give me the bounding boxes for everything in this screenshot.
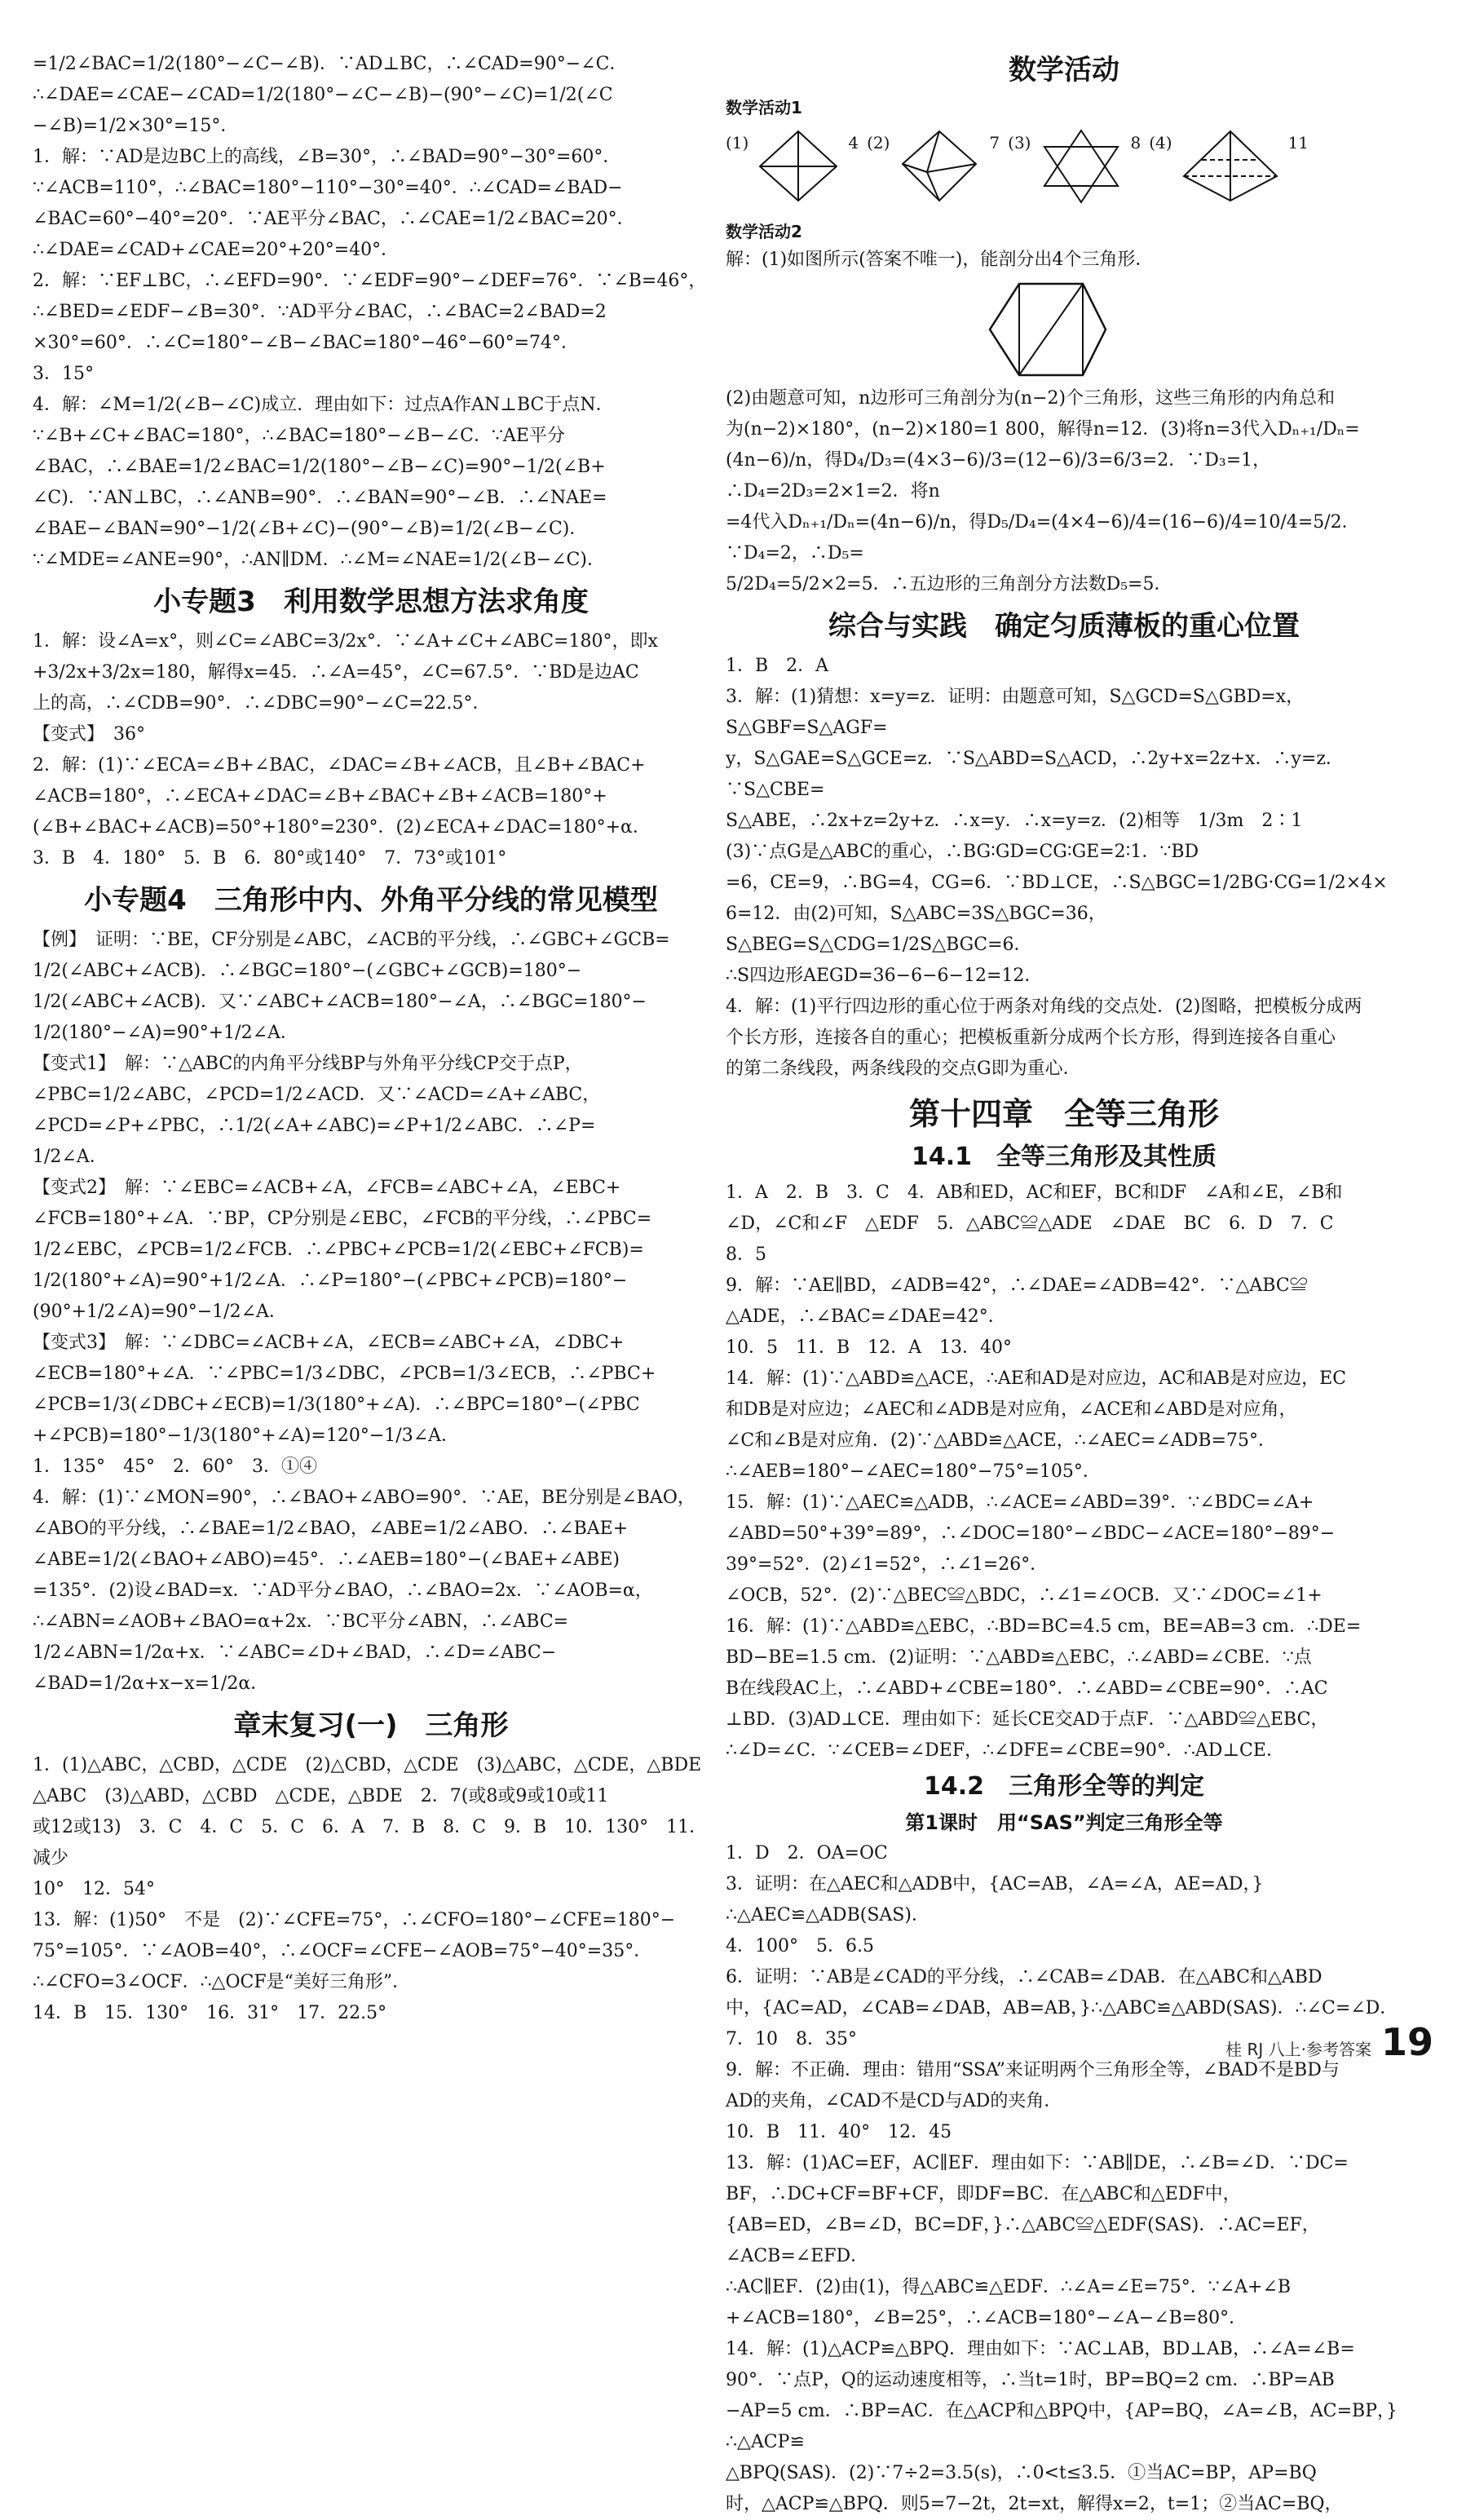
answer-line: BD−BE=1.5 cm．(2)证明：∵△ABD≌△EBC，∴∠ABD=∠CBE．∵点 bbox=[726, 1647, 1312, 1668]
answer-line: ∠C和∠B是对应角．(2)∵△ABD≌△ACE，∴∠AEC=∠ADB=75°． bbox=[726, 1430, 1276, 1451]
answer-line: +∠ACB=180°，∠B=25°，∴∠ACB=180°−∠A−∠B=80°． bbox=[726, 2308, 1247, 2328]
answer-line: =6，CE=9，∴BG=4，CG=6．∵BD⊥CE，∴S△BGC=1/2BG·CG=1/2×4× bbox=[726, 873, 1388, 893]
answer-line: (∠B+∠BAC+∠ACB)=50°+180°=230°．(2)∠ECA+∠DAC=180°+α． bbox=[33, 817, 651, 838]
answer-line: ∴∠D=∠C．∵∠CEB=∠DEF，∴∠DFE=∠CBE=90°．∴AD⊥CE． bbox=[726, 1740, 1284, 1761]
answer-line: 15．解：(1)∵△AEC≌△ADB，∴∠ACE=∠ABD=39°．∵∠BDC=∠A+ bbox=[726, 1492, 1314, 1513]
answer-line: 1/2∠EBC，∠PCB=1/2∠FCB．∴∠PBC+∠PCB=1/2(∠EBC+∠FCB)= bbox=[33, 1240, 644, 1260]
answer-line: 1．(1)△ABC，△CBD，△CDE (2)△CBD，△CDE (3)△ABC，△CDE，△BDE bbox=[33, 1755, 702, 1775]
answer-line: 3．15° bbox=[33, 364, 94, 384]
left-column bbox=[33, 49, 709, 2029]
answer-line: 16．解：(1)∵△ABD≌△EBC，∴BD=BC=4.5 cm，BE=AB=3 cm．∴DE= bbox=[726, 1616, 1362, 1637]
page-number: 19 bbox=[1380, 2020, 1433, 2064]
answer-line: 7．10 8．35° bbox=[726, 2029, 857, 2049]
answer-line: 3．B 4．180° 5．B 6．80°或140° 7．73°或101° bbox=[33, 848, 507, 869]
octahedron-view-icon bbox=[894, 127, 984, 205]
answer-line: 时，△ACP≌△BPQ．则5=7−2t，2t=xt，解得x=2，t=1；②当AC=BQ， bbox=[726, 2494, 1343, 2514]
answer-line: 【变式1】 解：∵△ABC的内角平分线BP与外角平分线CP交于点P， bbox=[33, 1054, 583, 1074]
answer-line: 39°=52°．(2)∠1=52°，∴∠1=26°． bbox=[726, 1554, 1049, 1575]
section-14-2-answers bbox=[726, 1838, 1402, 2520]
answer-line: AD的夹角，∠CAD不是CD与AD的夹角． bbox=[726, 2091, 1062, 2111]
answer-line: 8．5 bbox=[726, 1245, 766, 1265]
answer-line: 和DB是对应边；∠AEC和∠ADB是对应角，∠ACE和∠ABD是对应角， bbox=[726, 1399, 1297, 1420]
answer-line: ×30°=60°．∴∠C=180°−∠B−∠BAC=180°−46°−60°=74°． bbox=[33, 333, 580, 353]
answer-line: 1．135° 45° 2．60° 3．①④ bbox=[33, 1457, 317, 1477]
answer-line: ∵∠MDE=∠ANE=90°，∴AN∥DM．∴∠M=∠NAE=1/2(∠B−∠C)． bbox=[33, 550, 605, 570]
answer-line: 1．B 2．A bbox=[726, 656, 829, 676]
answer-line: ∠C)．∵AN⊥BC，∴∠ANB=90°．∴∠BAN=90°−∠B．∴∠NAE= bbox=[33, 488, 607, 508]
answer-line: =1/2∠BAC=1/2(180°−∠C−∠B)．∵AD⊥BC，∴∠CAD=90°−∠C． bbox=[33, 54, 628, 74]
answer-line: {AB=ED，∠B=∠D，BC=DF，}∴△ABC≌△EDF(SAS)．∴AC=EF，∠ACB=∠EFD． bbox=[726, 2215, 1320, 2266]
topic4-title: 小专题4 三角形中内、外角平分线的常见模型 bbox=[84, 884, 658, 917]
answer-line: 75°=105°．∵∠AOB=40°，∴∠OCF=∠CFE−∠AOB=75°−40°=35°． bbox=[33, 1941, 652, 1961]
figure-answer: 7 bbox=[989, 132, 1000, 153]
figure-answer: 8 bbox=[1130, 132, 1141, 153]
answer-line: 【变式】 36° bbox=[33, 724, 145, 745]
answer-line: −AP=5 cm．∴BP=AC．在△ACP和△BPQ中，{AP=BQ，∠A=∠B，AC=BP，}∴△ACP≌ bbox=[726, 2401, 1398, 2452]
answer-line: ∠PCB=1/3(∠DBC+∠ECB)=1/3(180°+∠A)．∴∠BPC=180°−(∠PBC bbox=[33, 1395, 640, 1415]
answer-line: ∴∠BED=∠EDF−∠B=30°．∵AD平分∠BAC，∴∠BAC=2∠BAD=2 bbox=[33, 302, 607, 322]
answer-line: 3．证明：在△AEC和△ADB中，{AC=AB，∠A=∠A，AE=AD，}∴△AEC≌△ADB(SAS)． bbox=[726, 1874, 1264, 1925]
answer-line: ∴AC∥EF．(2)由(1)，得△ABC≌△EDF．∴∠A=∠E=75°．∵∠A+∠B bbox=[726, 2277, 1292, 2297]
answer-line: (3)∵点G是△ABC的重心，∴BG∶GD=CG∶GE=2∶1．∵BD bbox=[726, 842, 1199, 862]
answer-line: 10．B 11．40° 12．45 bbox=[726, 2122, 952, 2142]
answer-line: ∴S四边形AEGD=36−6−6−12=12． bbox=[726, 966, 1043, 986]
practice-title: 综合与实践 确定匀质薄板的重心位置 bbox=[828, 610, 1300, 643]
answer-line: ∵∠B+∠C+∠BAC=180°，∴∠BAC=180°−∠B−∠C．∵AE平分 bbox=[33, 426, 565, 446]
answer-line: 【变式2】 解：∵∠EBC=∠ACB+∠A，∠FCB=∠ABC+∠A，∠EBC+ bbox=[33, 1178, 621, 1198]
answer-line: ∴∠CFO=3∠OCF．∴△OCF是“美好三角形”． bbox=[33, 1972, 411, 1992]
answer-line: 90°．∵点P，Q的运动速度相等，∴当t=1时，BP=BQ=2 cm．∴BP=AB bbox=[726, 2370, 1335, 2390]
figure-answer: 4 bbox=[848, 132, 859, 153]
answer-line: 为(n−2)×180°，(n−2)×180=1 800，解得n=12．(3)将n=3代入Dₙ₊₁/Dₙ= bbox=[726, 419, 1360, 440]
answer-line: 14．B 15．130° 16．31° 17．22.5° bbox=[33, 2003, 387, 2023]
answer-line: 4．解：(1)平行四边形的重心位于两条对角线的交点处．(2)图略，把模板分成两 bbox=[726, 997, 1362, 1017]
answer-line: 10° 12．54° bbox=[33, 1879, 155, 1899]
topic3-title: 小专题3 利用数学思想方法求角度 bbox=[153, 586, 589, 618]
answer-line: +∠PCB)=180°−1/3(180°+∠A)=120°−1/3∠A． bbox=[33, 1426, 460, 1446]
answer-line: 【例】 证明：∵BE，CF分别是∠ABC，∠ACB的平分线，∴∠GBC+∠GCB= bbox=[33, 930, 670, 950]
answer-line: 上的高，∴∠CDB=90°．∴∠DBC=90°−∠C=22.5°． bbox=[33, 693, 491, 714]
review-answers bbox=[33, 1750, 709, 2029]
activity1-label: 数学活动1 bbox=[726, 98, 802, 117]
answer-line: (2)由题意可知，n边形可三角剖分为(n−2)个三角形，这些三角形的内角总和 bbox=[726, 388, 1336, 409]
answer-line: 1/2∠A． bbox=[33, 1147, 108, 1167]
answer-line: 【变式3】 解：∵∠DBC=∠ACB+∠A，∠ECB=∠ABC+∠A，∠DBC+ bbox=[33, 1333, 625, 1353]
answer-line: 4．100° 5．6.5 bbox=[726, 1936, 874, 1956]
figure-answer: 11 bbox=[1287, 132, 1309, 153]
review-title: 章末复习(一) 三角形 bbox=[233, 1709, 509, 1742]
answer-line: 9．解：不正确．理由：错用“SSA”来证明两个三角形全等，∠BAD不是BD与 bbox=[726, 2060, 1340, 2080]
topic4-answers bbox=[33, 925, 709, 1700]
hexagon-triangulation-icon bbox=[987, 281, 1109, 378]
answer-line: −∠B)=1/2×30°=15°． bbox=[33, 116, 239, 136]
answer-line: 1．D 2．OA=OC bbox=[726, 1843, 888, 1863]
answer-line: 6=12．由(2)可知，S△ABC=3S△BGC=36，S△BEG=S△CDG=1/2S△BGC=6． bbox=[726, 904, 1106, 955]
answer-line: (90°+1/2∠A)=90°−1/2∠A． bbox=[33, 1302, 287, 1322]
answer-line: 2．解：(1)∵∠ECA=∠B+∠BAC，∠DAC=∠B+∠ACB，且∠B+∠BAC+ bbox=[33, 755, 646, 776]
answer-line: △ABC (3)△ABD，△CBD △CDE，△BDE 2．7(或8或9或10或11 bbox=[33, 1786, 609, 1806]
answer-line: 5/2D₄=5/2×2=5．∴五边形的三角剖分方法数D₅=5． bbox=[726, 574, 1172, 595]
answer-line: =135°．(2)设∠BAD=x．∵AD平分∠BAO，∴∠BAO=2x．∵∠AOB=α， bbox=[33, 1581, 653, 1601]
figure-label: (3) bbox=[1008, 132, 1031, 153]
answer-line: 9．解：∵AE∥BD，∠ADB=42°，∴∠DAE=∠ADB=42°．∵△ABC≌ bbox=[726, 1275, 1308, 1296]
answer-line: △ADE，∴∠BAC=∠DAE=42°． bbox=[726, 1306, 1006, 1327]
chapter-title: 第十四章 全等三角形 bbox=[908, 1096, 1219, 1132]
footer-label: 桂 RJ 八上·参考答案 bbox=[1225, 2040, 1371, 2059]
figure-octahedron-1 bbox=[726, 127, 859, 205]
answer-line: ∠OCB，52°．(2)∵△BEC≌△BDC，∴∠1=∠OCB．又∵∠DOC=∠1+ bbox=[726, 1585, 1322, 1606]
answer-line: 3．解：(1)猜想：x=y=z．证明：由题意可知，S△GCD=S△GBD=x，S△GBF=S△AGF= bbox=[726, 687, 1305, 738]
answer-line: y，S△GAE=S△GCE=z．∵S△ABD=S△ACD，∴2y+x=2z+x．∴y=z．∵S△CBE= bbox=[726, 749, 1344, 800]
answer-line: 1/2(∠ABC+∠ACB)．∴∠BGC=180°−(∠GBC+∠GCB)=180°− bbox=[33, 961, 582, 981]
answer-line: 1．解：∵AD是边BC上的高线，∠B=30°，∴∠BAD=90°−30°=60°． bbox=[33, 147, 621, 167]
answer-line: ∠ABD=50°+39°=89°，∴∠DOC=180°−∠BDC−∠ACE=180°−89°− bbox=[726, 1523, 1336, 1544]
answer-line: ∠FCB=180°+∠A．∵BP，CP分别是∠EBC，∠FCB的平分线，∴∠PBC= bbox=[33, 1209, 652, 1229]
answer-line: ∠ACB=180°，∴∠ECA+∠DAC=∠B+∠BAC+∠B+∠ACB=180°+ bbox=[33, 786, 607, 807]
activity1-figures bbox=[726, 121, 1402, 210]
section-14-1-answers bbox=[726, 1178, 1402, 1766]
answer-line: 14．解：(1)△ACP≌△BPQ．理由如下：∵AC⊥AB，BD⊥AB，∴∠A=∠B= bbox=[726, 2339, 1355, 2359]
answer-line: +3/2x+3/2x=180，解得x=45．∴∠A=45°，∠C=67.5°．∵BD是边AC bbox=[33, 662, 639, 683]
answer-line: ∴∠DAE=∠CAD+∠CAE=20°+20°=40°． bbox=[33, 240, 400, 260]
activity-title: 数学活动 bbox=[1009, 54, 1119, 86]
answer-line: 1/2∠ABN=1/2α+x．∵∠ABC=∠D+∠BAD，∴∠D=∠ABC− bbox=[33, 1642, 557, 1663]
answer-line: ∴∠DAE=∠CAE−∠CAD=1/2(180°−∠C−∠B)−(90°−∠C)=1/2(∠C bbox=[33, 85, 613, 105]
answer-line: 13．解：(1)50° 不是 (2)∵∠CFE=75°，∴∠CFO=180°−∠CFE=180°− bbox=[33, 1910, 676, 1930]
answer-line: 1/2(∠ABC+∠ACB)．又∵∠ABC+∠ACB=180°−∠A，∴∠BGC=180°− bbox=[33, 992, 647, 1012]
answer-line: 1/2(180°+∠A)=90°+1/2∠A．∴∠P=180°−(∠PBC+∠PCB)=180°− bbox=[33, 1271, 628, 1291]
answer-line: ∵∠ACB=110°，∴∠BAC=180°−110°−30°=40°．∴∠CAD=∠BAD− bbox=[33, 178, 623, 198]
answer-line: 2．解：∵EF⊥BC，∴∠EFD=90°．∵∠EDF=90°−∠DEF=76°．∵∠B=46°， bbox=[33, 271, 707, 291]
figure-prism bbox=[1149, 127, 1309, 205]
answer-line: 个长方形，连接各自的重心；把模板重新分成两个长方形，得到连接各自重心 bbox=[726, 1028, 1336, 1048]
answer-line: △BPQ(SAS)．(2)∵7÷2=3.5(s)，∴0<t≤3.5．①当AC=BP，AP=BQ bbox=[726, 2463, 1317, 2483]
answer-line: ∠ECB=180°+∠A．∵∠PBC=1/3∠DBC，∠PCB=1/3∠ECB，∴∠PBC+ bbox=[33, 1364, 656, 1384]
section-14-2-title: 14.2 三角形全等的判定 bbox=[923, 1772, 1205, 1801]
activity2-label: 数学活动2 bbox=[726, 222, 802, 241]
answer-line: BF，∴DC+CF=BF+CF，即DF=BC．在△ABC和△EDF中， bbox=[726, 2184, 1241, 2204]
answer-line: ∴∠AEB=180°−∠AEC=180°−75°=105°． bbox=[726, 1461, 1101, 1482]
answer-line: 4．解：(1)∵∠MON=90°，∴∠BAO+∠ABO=90°．∵AE，BE分别是∠BAO， bbox=[33, 1488, 695, 1508]
figure-octahedron-2 bbox=[867, 127, 1000, 205]
activity2-answers bbox=[726, 383, 1402, 600]
answer-line: ∠PBC=1/2∠ABC，∠PCD=1/2∠ACD．又∵∠ACD=∠A+∠ABC， bbox=[33, 1085, 601, 1105]
answer-line: B在线段AC上，∴∠ABD+∠CBE=180°．∴∠ABD=∠CBE=90°．∴AC bbox=[726, 1678, 1328, 1699]
answer-line: 中，{AC=AD，∠CAB=∠DAB，AB=AB，}∴△ABC≌△ABD(SAS)．∴∠C=∠D． bbox=[726, 1998, 1398, 2018]
answer-line: 4．解：∠M=1/2(∠B−∠C)成立．理由如下：过点A作AN⊥BC于点N． bbox=[33, 395, 614, 415]
answer-line: 10．5 11．B 12．A 13．40° bbox=[726, 1337, 1013, 1358]
answer-line: 1．解：设∠A=x°，则∠C=∠ABC=3/2x°．∵∠A+∠C+∠ABC=180°，即x bbox=[33, 631, 658, 652]
intro-answers bbox=[33, 49, 709, 576]
answer-line: ∠BAC=60°−40°=20°．∵AE平分∠BAC，∴∠CAE=1/2∠BAC=20°． bbox=[33, 209, 635, 229]
answer-line: 1/2(180°−∠A)=90°+1/2∠A． bbox=[33, 1023, 298, 1043]
answer-line: ∠PCD=∠P+∠PBC，∴1/2(∠A+∠ABC)=∠P+1/2∠ABC．∴∠P= bbox=[33, 1116, 596, 1136]
answer-line: =4代入Dₙ₊₁/Dₙ=(4n−6)/n，得D₅/D₄=(4×4−6)/4=(16−6)/4=10/4=5/2．∵D₄=2，∴D₅= bbox=[726, 512, 1360, 564]
answer-line: ∠BAE−∠BAN=90°−1/2(∠B+∠C)−(90°−∠B)=1/2(∠B−∠C)． bbox=[33, 519, 588, 539]
star-icon bbox=[1036, 127, 1126, 205]
answer-line: 14．解：(1)∵△ABD≌△ACE，∴AE和AD是对应边，AC和AB是对应边，EC bbox=[726, 1368, 1347, 1389]
answer-line: S△ABE，∴2x+z=2y+z．∴x=y．∴x=y=z．(2)相等 1/3m 2∶1 bbox=[726, 811, 1303, 831]
answer-line: 6．证明：∵AB是∠CAD的平分线，∴∠CAB=∠DAB．在△ABC和△ABD bbox=[726, 1967, 1322, 1987]
figure-star bbox=[1008, 127, 1141, 205]
practice-answers bbox=[726, 651, 1402, 1085]
answer-line: ∠D，∠C和∠F △EDF 5．△ABC≌△ADE ∠DAE BC 6．D 7．C bbox=[726, 1214, 1334, 1234]
activity2-intro: 解：(1)如图所示(答案不唯一)，能剖分出4个三角形． bbox=[726, 250, 1154, 270]
octahedron-icon bbox=[753, 127, 843, 205]
answer-line: ⊥BD．(3)AD⊥CE．理由如下：延长CE交AD于点F．∵△ABD≌△EBC， bbox=[726, 1709, 1329, 1730]
page-footer bbox=[1225, 2020, 1433, 2064]
answer-line: ∠ABO的平分线，∴∠BAE=1/2∠BAO，∠ABE=1/2∠ABO．∴∠BAE+ bbox=[33, 1519, 629, 1539]
answer-line: 或12或13) 3．C 4．C 5．C 6．A 7．B 8．C 9．B 10．130° 11．减少 bbox=[33, 1817, 708, 1868]
answer-line: ∠BAD=1/2α+x−x=1/2α． bbox=[33, 1673, 269, 1694]
answer-line: 1．A 2．B 3．C 4．AB和ED，AC和EF，BC和DF ∠A和∠E，∠B和 bbox=[726, 1183, 1343, 1203]
lesson-title: 第1课时 用“SAS”判定三角形全等 bbox=[905, 1811, 1223, 1834]
figure-label: (2) bbox=[867, 132, 890, 153]
figure-label: (1) bbox=[726, 132, 749, 153]
figure-label: (4) bbox=[1149, 132, 1172, 153]
answer-line: 13．解：(1)AC=EF，AC∥EF．理由如下：∵AB∥DE，∴∠B=∠D．∵DC= bbox=[726, 2153, 1349, 2173]
pyramid-icon bbox=[1177, 127, 1283, 205]
answer-line: 的第二条线段，两条线段的交点G即为重心． bbox=[726, 1059, 1081, 1079]
answer-line: ∠ABE=1/2(∠BAO+∠ABO)=45°．∴∠AEB=180°−(∠BAE+∠ABE) bbox=[33, 1550, 620, 1570]
section-14-1-title: 14.1 全等三角形及其性质 bbox=[911, 1143, 1217, 1171]
answer-line: ∴∠ABN=∠AOB+∠BAO=α+2x．∵BC平分∠ABN，∴∠ABC= bbox=[33, 1611, 569, 1632]
right-column bbox=[726, 49, 1402, 2520]
answer-line: ∠BAC，∴∠BAE=1/2∠BAC=1/2(180°−∠B−∠C)=90°−1/2(∠B+ bbox=[33, 457, 606, 477]
topic3-answers bbox=[33, 626, 709, 874]
answer-line: (4n−6)/n，得D₄/D₃=(4×3−6)/3=(12−6)/3=6/3=2．∵D₃=1，∴D₄=2D₃=2×1=2．将n bbox=[726, 450, 1271, 502]
